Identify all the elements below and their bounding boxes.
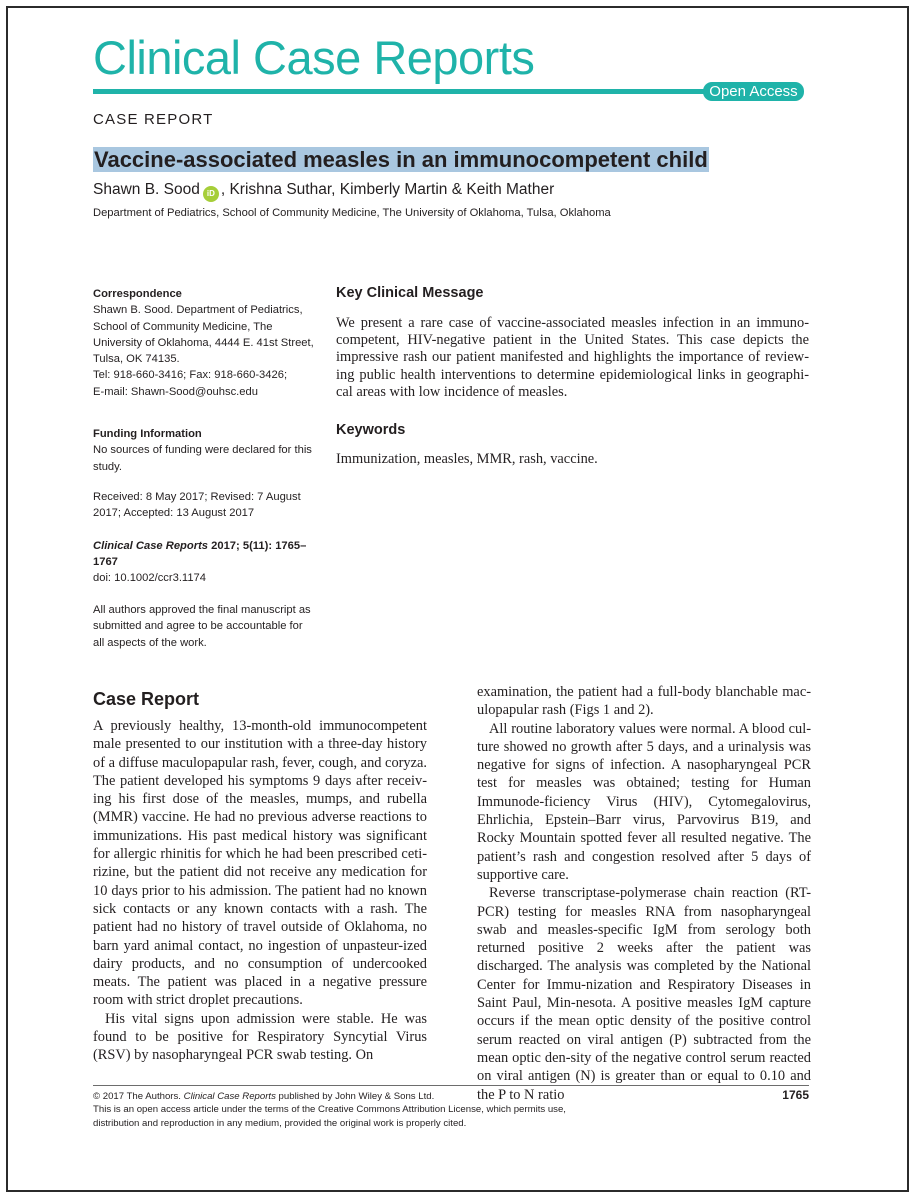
correspondence-line: Tel: 918-660-3416; Fax: 918-660-3426; xyxy=(93,369,288,382)
funding-heading: Funding Information xyxy=(93,428,202,440)
body-paragraph: examination, the patient had a full-body blanchable mac-ulopapular rash (Figs 1 and 2). xyxy=(477,684,811,719)
correspondence-line: Tulsa, OK 74135. xyxy=(93,353,180,366)
footer-rule xyxy=(93,1085,809,1086)
article-type: CASE REPORT xyxy=(93,111,214,128)
keywords-body: Immunization, measles, MMR, rash, vaccine. xyxy=(336,451,598,467)
approval-line: submitted and agree to be accountable for xyxy=(93,620,303,633)
footer-license xyxy=(93,1090,713,1130)
article-title-text[interactable]: Vaccine-associated measles in an immunocompetent child xyxy=(94,147,708,172)
orcid-icon[interactable]: iD xyxy=(203,186,219,202)
header-rule xyxy=(93,89,705,94)
approval-line: all aspects of the work. xyxy=(93,636,207,649)
copyright-pre: © 2017 The Authors. xyxy=(93,1091,184,1102)
open-access-badge: Open Access xyxy=(703,82,804,101)
copyright-line xyxy=(93,1090,713,1103)
dates-line: Received: 8 May 2017; Revised: 7 August xyxy=(93,491,301,503)
license-line: distribution and reproduction in any medium, provided the original work is properly cited. xyxy=(93,1117,467,1129)
article-title[interactable] xyxy=(93,146,709,173)
license-line: This is an open access article under the terms of the Creative Commons Attribution License, which permits use, xyxy=(93,1104,566,1116)
body-column-right xyxy=(477,683,811,1104)
copyright-journal: Clinical Case Reports xyxy=(183,1091,276,1102)
citation xyxy=(93,538,323,571)
approval-block xyxy=(93,602,323,651)
dates-line: 2017; Accepted: 13 August 2017 xyxy=(93,507,255,520)
correspondence-heading: Correspondence xyxy=(93,288,182,300)
body-paragraph: Reverse transcriptase-polymerase chain reaction (RT-PCR) testing for measles RNA from nasopharyngeal swab and measles-specific IgM from serology both returned positive 2 weeks after the patient was discharged. The analysis was completed by the National Center for Immu-nization and Respiratory Diseases in Saint Paul, Min-nesota. A positive measles IgM capture occurs if the mean optic density of the positive control serum reacted on viral antigen (P) subtracted from the mean optic den-sity of the negative control serum reacted on viral antigen (N) is greater than or equal to 0.10 and the P to N ratio xyxy=(477,885,811,1103)
correspondence-line: University of Oklahoma, 4444 E. 41st Street, xyxy=(93,336,314,349)
author-list xyxy=(93,181,554,202)
correspondence-block xyxy=(93,286,323,400)
correspondence-line: School of Community Medicine, The xyxy=(93,320,273,333)
funding-block xyxy=(93,426,323,475)
author-first: Shawn B. Sood xyxy=(93,181,200,198)
funding-line: No sources of funding were declared for this xyxy=(93,444,312,457)
approval-line: All authors approved the final manuscript as xyxy=(93,604,311,616)
body-paragraph: His vital signs upon admission were stable. He was found to be positive for Respiratory Syncytial Virus (RSV) by nasopharyngeal PCR swab testing. On xyxy=(93,1010,427,1064)
page-number: 1765 xyxy=(782,1088,809,1102)
correspondence-line: Shawn B. Sood. Department of Pediatrics, xyxy=(93,304,303,317)
citation-journal: Clinical Case Reports xyxy=(93,540,209,552)
body-paragraph: A previously healthy, 13-month-old immunocompetent male presented to our institution with a three-day history of a diffuse maculopapular rash, fever, cough, and coryza. The patient developed his symptoms 9 days after receiv-ing his first dose of the measles, mumps, and rubella (MMR) vaccine. He had no previous adverse reactions to immunizations. His past medical history was significant for allergic rhinitis for which he had been prescribed ceti-rizine, but the patient did not receive any medication for 10 days prior to his admission. The patient had no known sick contacts or any known contacts with a rash. The patient had no history of travel outside of Oklahoma, no barn yard animal contact, no ingestion of unpasteur-ized dairy products, and no consumption of undercooked meats. The patient was placed in a negative pressure room with strict droplet precautions. xyxy=(93,718,427,1009)
author-rest: , Krishna Suthar, Kimberly Martin & Keith Mather xyxy=(220,181,555,198)
affiliation: Department of Pediatrics, School of Community Medicine, The University of Oklahoma, Tulsa, Oklahoma xyxy=(93,207,611,219)
key-message-body: We present a rare case of vaccine-associated measles infection in an immuno-competent, HIV-negative patient in the United States. This case depicts the impressive rash our patient manifested and highlights the importance of review-ing public health interventions to determine epidemiological links in geographi-cal areas with low incidence of measles. xyxy=(336,315,809,400)
body-paragraph: All routine laboratory values were normal. A blood cul-ture showed no growth after 5 days, and a urinalysis was negative for signs of infection. A nasopharyngeal PCR test for measles was obtained; testing for Human Immunode-ficiency Virus (HIV), Cytomegalovirus, Ehrlichia, Epstein–Barr virus, Parvovirus B19, and Rocky Mountain spotted fever all resulted negative. The patient’s rash and congestion resolved after 5 days of supportive care. xyxy=(477,720,811,883)
doi[interactable]: doi: 10.1002/ccr3.1174 xyxy=(93,572,206,584)
journal-title: Clinical Case Reports xyxy=(93,31,535,84)
key-message-heading: Key Clinical Message xyxy=(336,285,484,301)
funding-line: study. xyxy=(93,460,123,473)
body-column-left xyxy=(93,717,427,1065)
citation-volume: 2017; 5(11): 1765–1767 xyxy=(93,540,307,569)
case-report-heading: Case Report xyxy=(93,689,200,709)
dates-block xyxy=(93,489,323,522)
copyright-post: published by John Wiley & Sons Ltd. xyxy=(275,1091,435,1102)
correspondence-email[interactable]: E-mail: Shawn-Sood@ouhsc.edu xyxy=(93,385,258,398)
keywords-heading: Keywords xyxy=(336,422,406,438)
